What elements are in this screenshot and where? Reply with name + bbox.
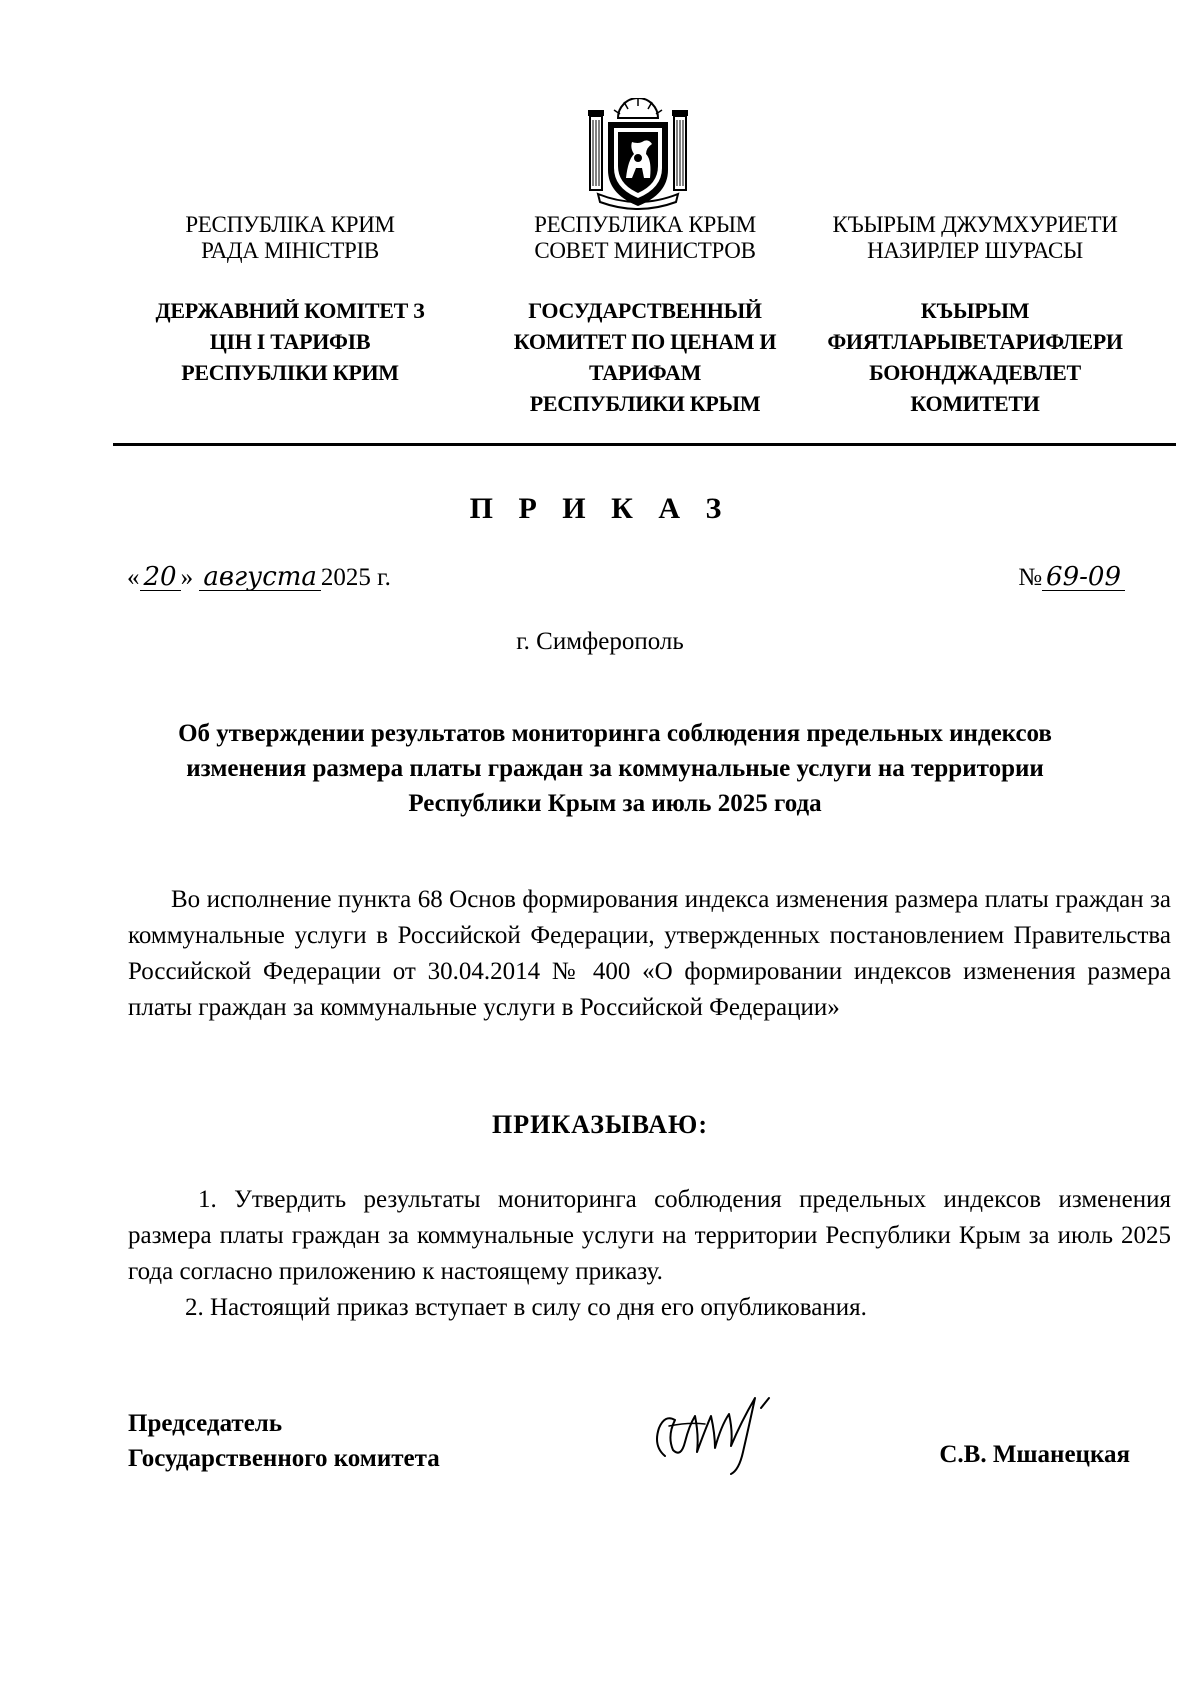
header-ua-line1: РЕСПУБЛІКА КРИМ: [185, 212, 395, 237]
date-day-handwritten: 20: [140, 564, 181, 591]
number-value-handwritten: 69-09: [1042, 564, 1125, 591]
date-year: 2025 г.: [320, 564, 391, 591]
header-ua-committee-line: РЕСПУБЛІКИ КРИМ: [181, 360, 399, 385]
order-subject: Об утверждении результатов мониторинга соблюдения предельных индексов изменения размера платы граждан за коммунальные услуги на территории Республики Крым за июль 2025 года: [178, 720, 1052, 817]
city: г. Симферополь: [516, 628, 684, 655]
header-ru-line1: РЕСПУБЛИКА КРЫМ: [534, 212, 756, 237]
header-ct-committee-line: КОМИТЕТИ: [910, 391, 1040, 416]
number-prefix: №: [1018, 564, 1043, 591]
header-ru-committee-line: ТАРИФАМ: [588, 360, 702, 385]
date-month-handwritten: августа: [199, 564, 321, 591]
header-ct-line1: КЪЫРЫМ ДЖУМХУРИЕТИ: [832, 212, 1118, 237]
header-ct-committee-line: БОЮНДЖАДЕВЛЕТ: [869, 360, 1081, 385]
header-ua-committee-line: ДЕРЖАВНИЙ КОМІТЕТ З: [155, 298, 425, 323]
header-ua-line2: РАДА МІНІСТРІВ: [201, 238, 379, 263]
header-ukrainian-council: [140, 212, 440, 264]
header-ukrainian-committee: [140, 295, 440, 388]
signer-position: [128, 1406, 440, 1476]
order-date: [127, 564, 391, 592]
handwritten-signature: [645, 1386, 785, 1476]
header-ru-committee-line: РЕСПУБЛИКИ КРЫМ: [529, 391, 761, 416]
header-ct-line2: НАЗИРЛЕР ШУРАСЫ: [867, 238, 1083, 263]
date-open-quote: «: [127, 564, 140, 591]
header-ct-committee-line: ФИЯТЛАРЫВЕТАРИФЛЕРИ: [827, 329, 1123, 354]
signer-position-line1: Председатель: [128, 1410, 283, 1437]
preamble-paragraph: Во исполнение пункта 68 Основ формирования индекса изменения размера платы граждан за коммунальные услуги в Российской Федерации, утвержденных постановлением Правительства Российской Федерации от 30.04.2014 № 400 «О формировании индексов изменения размера платы граждан за коммунальные услуги в Российской Федерации»: [128, 886, 1171, 1021]
header-ru-committee-line: КОМИТЕТ ПО ЦЕНАМ И: [513, 329, 777, 354]
header-ua-committee-line: ЦІН І ТАРИФІВ: [209, 329, 371, 354]
date-close-quote: »: [180, 564, 194, 591]
header-russian-council: [495, 212, 795, 264]
header-ru-line2: СОВЕТ МИНИСТРОВ: [534, 238, 756, 263]
header-ct-committee-line: КЪЫРЫМ: [920, 298, 1030, 323]
document-title: П Р И К А З: [469, 492, 731, 525]
header-russian-committee: [495, 295, 795, 419]
order-number: [1018, 564, 1125, 592]
header-ru-committee-line: ГОСУДАРСТВЕННЫЙ: [528, 298, 762, 323]
signer-name: С.В. Мшанецкая: [939, 1441, 1130, 1468]
header-divider: [113, 443, 1176, 446]
header-crimean-tatar-council: [810, 212, 1140, 264]
signer-position-line2: Государственного комитета: [128, 1445, 440, 1472]
header-crimean-tatar-committee: [810, 295, 1140, 419]
order-heading: ПРИКАЗЫВАЮ:: [492, 1110, 708, 1139]
order-item: 2. Настоящий приказ вступает в силу со дня его опубликования.: [185, 1294, 867, 1321]
coat-of-arms-emblem: [588, 98, 688, 210]
order-item: 1. Утвердить результаты мониторинга соблюдения предельных индексов изменения размера платы граждан за коммунальные услуги на территории Республики Крым за июль 2025 года согласно приложению к настоящему приказу.: [128, 1186, 1171, 1285]
